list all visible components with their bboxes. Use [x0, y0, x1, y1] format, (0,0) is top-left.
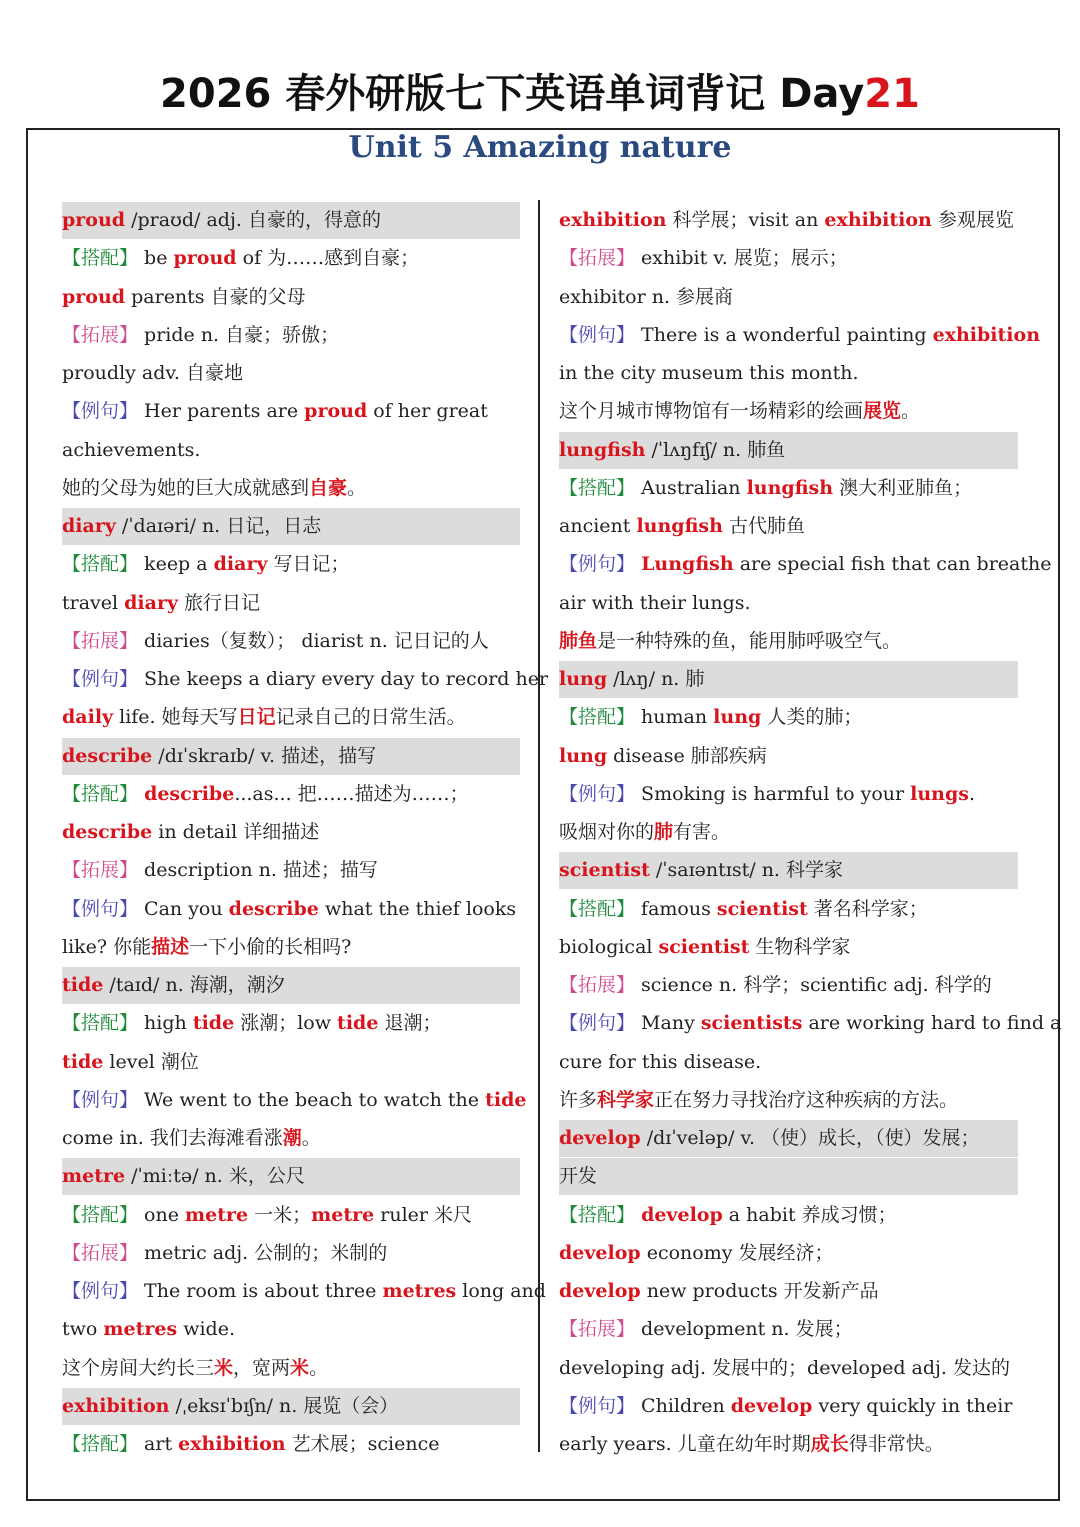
highlighted-word: 成长 — [810, 1433, 849, 1455]
highlighted-word: diary — [62, 515, 116, 537]
text-span: 涨潮；low — [234, 1012, 338, 1035]
entry-line-left-5 — [62, 393, 520, 430]
text-span: proudly adv. 自豪地 — [62, 362, 243, 384]
text-span: air with their lungs. — [559, 591, 751, 614]
entry-line-right-27 — [559, 1235, 1018, 1272]
entry-line-left-24 — [62, 1120, 520, 1157]
text-span: exhibitor n. 参展商 — [559, 285, 734, 308]
text-span: /dɪˈveləp/ v. （使）成长，（使）发展； — [640, 1127, 980, 1149]
entry-line-left-21 — [62, 1005, 520, 1042]
text-span: in the city museum this month. — [559, 362, 859, 384]
headword-line-right-25 — [559, 1158, 1018, 1195]
headword-line-left-25 — [62, 1158, 520, 1195]
highlighted-word: 自豪 — [309, 476, 348, 499]
highlighted-word: describe — [144, 782, 235, 805]
text-span: 正在努力寻找治疗这种疾病的方法。 — [654, 1088, 959, 1111]
text-span: Children — [635, 1394, 731, 1417]
highlighted-word: tide — [485, 1088, 527, 1111]
entry-line-right-5 — [559, 393, 1018, 430]
highlighted-word: describe — [228, 897, 319, 920]
highlighted-word: metres — [103, 1318, 178, 1341]
text-span: We went to the beach to watch the — [138, 1088, 486, 1111]
entry-line-right-18 — [559, 891, 1018, 928]
entry-line-right-23 — [559, 1082, 1018, 1119]
entry-line-right-30 — [559, 1350, 1018, 1387]
entry-line-left-4 — [62, 355, 520, 392]
highlighted-word: develop — [559, 1241, 641, 1264]
highlighted-word: exhibition — [178, 1433, 286, 1455]
tag-collocation: 【搭配】 — [559, 706, 636, 729]
tag-extension: 【拓展】 — [62, 1241, 139, 1264]
entry-line-right-16 — [559, 814, 1018, 851]
entry-line-right-20 — [559, 967, 1018, 1004]
entry-line-left-26 — [62, 1197, 520, 1234]
entry-line-left-6 — [62, 432, 520, 469]
entry-line-left-28 — [62, 1273, 546, 1310]
highlighted-word: 米 — [290, 1356, 310, 1379]
tag-example: 【例句】 — [559, 1012, 636, 1035]
headword-line-left-0 — [62, 202, 520, 239]
text-span: Australian — [635, 476, 747, 499]
entry-line-right-3 — [559, 317, 1041, 354]
entry-line-left-13 — [62, 699, 520, 736]
text-span: Her parents are — [138, 400, 305, 423]
text-span: /praʊd/ adj. 自豪的，得意的 — [125, 209, 381, 231]
highlighted-word: develop — [559, 1127, 641, 1149]
text-span: 澳大利亚肺鱼； — [833, 476, 973, 499]
tag-example: 【例句】 — [62, 668, 139, 690]
text-span: Many — [635, 1012, 701, 1035]
entry-line-left-23 — [62, 1082, 527, 1119]
highlighted-word: lungfish — [746, 476, 834, 499]
text-span: 。 — [309, 1356, 329, 1379]
entry-line-right-32 — [559, 1426, 1018, 1463]
highlighted-word: lung — [559, 668, 608, 690]
headword-line-left-20 — [62, 967, 520, 1004]
entry-line-left-18 — [62, 891, 520, 928]
tag-collocation: 【搭配】 — [62, 553, 139, 576]
highlighted-word: scientist — [658, 935, 750, 958]
text-span: 。 — [901, 400, 921, 423]
text-span: are special fish that can breathe — [733, 553, 1052, 576]
text-span: 。 — [347, 476, 367, 499]
text-span: /dɪˈskraɪb/ v. 描述，描写 — [152, 744, 377, 767]
title-day-number: 21 — [864, 71, 920, 117]
text-span: Smoking is harmful to your — [635, 782, 911, 805]
text-span: art — [138, 1433, 179, 1455]
tag-example: 【例句】 — [559, 782, 636, 805]
entry-line-right-21 — [559, 1005, 1062, 1042]
text-span: early years. 儿童在幼年时期 — [559, 1433, 811, 1455]
text-span: new products 开发新产品 — [640, 1280, 879, 1302]
text-span: of 为……感到自豪； — [236, 247, 420, 270]
text-span: 古代肺鱼 — [722, 515, 805, 537]
highlighted-word: 米 — [214, 1356, 234, 1379]
highlighted-word: 肺鱼 — [559, 629, 598, 652]
text-span: She keeps a diary every day to record her — [138, 668, 549, 690]
highlighted-word: exhibition — [932, 323, 1041, 346]
tag-collocation: 【搭配】 — [559, 897, 636, 920]
text-span: 这个月城市博物馆有一场精彩的绘画 — [559, 400, 864, 423]
entry-line-left-9 — [62, 546, 520, 583]
highlighted-word: develop — [641, 1203, 723, 1226]
tag-collocation: 【搭配】 — [62, 782, 139, 805]
highlighted-word: tide — [62, 974, 104, 996]
highlighted-word: tide — [192, 1012, 235, 1035]
text-span: disease 肺部疾病 — [607, 744, 767, 767]
entry-line-left-30 — [62, 1350, 520, 1387]
highlighted-word: 日记 — [237, 706, 276, 729]
text-span: /ˈlʌŋfɪʃ/ n. 肺鱼 — [645, 438, 786, 461]
text-span: 得非常快。 — [848, 1433, 944, 1455]
tag-example: 【例句】 — [559, 323, 636, 346]
tag-collocation: 【搭配】 — [62, 247, 139, 270]
highlighted-word: proud — [62, 209, 126, 231]
highlighted-word: exhibition — [559, 209, 667, 231]
highlighted-word: 展览 — [863, 400, 902, 423]
highlighted-word: scientist — [559, 859, 650, 882]
text-span: metric adj. 公制的；米制的 — [138, 1241, 388, 1264]
text-span: 吸烟对你的 — [559, 821, 655, 843]
headword-line-left-31 — [62, 1388, 520, 1425]
text-span: 许多 — [559, 1088, 598, 1111]
entry-line-right-11 — [559, 623, 1018, 660]
text-span: 著名科学家； — [807, 897, 928, 920]
highlighted-word: scientist — [716, 897, 808, 920]
text-span: two — [62, 1318, 104, 1341]
text-span: one — [138, 1203, 186, 1226]
entry-line-left-11 — [62, 623, 520, 660]
text-span: 一下小偷的长相吗? — [189, 935, 352, 958]
headword-line-left-8 — [62, 508, 520, 545]
text-span: cure for this disease. — [559, 1050, 762, 1073]
text-span: a habit 养成习惯； — [722, 1203, 897, 1226]
highlighted-word: metre — [185, 1203, 249, 1226]
tag-collocation: 【搭配】 — [62, 1433, 139, 1455]
text-span: developing adj. 发展中的；developed adj. 发达的 — [559, 1356, 1011, 1379]
text-span: travel — [62, 591, 125, 614]
tag-collocation: 【搭配】 — [559, 1203, 636, 1226]
text-span: 。 — [301, 1127, 321, 1149]
text-span: ancient — [559, 515, 637, 537]
entry-line-left-16 — [62, 814, 520, 851]
text-span: very quickly in their — [812, 1394, 1013, 1417]
text-span: level 潮位 — [103, 1050, 199, 1073]
entry-line-left-3 — [62, 317, 520, 354]
entry-line-left-12 — [62, 661, 549, 698]
entry-line-left-22 — [62, 1044, 520, 1081]
highlighted-word: lungs — [910, 782, 969, 805]
text-span: science n. 科学；scientific adj. 科学的 — [635, 974, 992, 996]
tag-collocation: 【搭配】 — [62, 1012, 139, 1035]
text-span: /ˈdaɪəri/ n. 日记，日志 — [115, 515, 322, 537]
text-span: 艺术展；science — [285, 1433, 440, 1455]
entry-line-left-19 — [62, 929, 520, 966]
text-span: /taɪd/ n. 海潮，潮汐 — [103, 974, 285, 996]
page-title — [0, 62, 1080, 119]
text-span: in detail 详细描述 — [152, 821, 320, 843]
entry-line-right-13 — [559, 699, 1018, 736]
entry-line-right-1 — [559, 240, 1018, 277]
text-span: come in. 我们去海滩看涨 — [62, 1127, 283, 1149]
text-span: 她的父母为她的巨大成就感到 — [62, 476, 310, 499]
text-span: like? 你能 — [62, 935, 152, 958]
text-span: what the thief looks — [318, 897, 517, 920]
highlighted-word: metres — [382, 1280, 457, 1302]
text-span: ...as... 把……描述为……； — [234, 782, 469, 805]
highlighted-word: lungfish — [559, 438, 646, 461]
text-span: biological — [559, 935, 659, 958]
text-span: of her great — [367, 400, 488, 423]
headword-line-right-12 — [559, 661, 1018, 698]
text-span: /lʌŋ/ n. 肺 — [607, 668, 705, 690]
text-span: 写日记； — [267, 553, 350, 576]
tag-example: 【例句】 — [62, 400, 139, 423]
highlighted-word: metre — [62, 1165, 126, 1188]
text-span: Can you — [138, 897, 229, 920]
title-prefix: 2026 春外研版七下英语单词背记 Day — [160, 71, 865, 117]
highlighted-word: describe — [62, 744, 153, 767]
entry-line-right-4 — [559, 355, 1018, 392]
highlighted-word: tide — [62, 1050, 104, 1073]
highlighted-word: describe — [62, 821, 153, 843]
text-span: achievements. — [62, 438, 201, 461]
text-span: are working hard to find a — [802, 1012, 1062, 1035]
text-span: parents 自豪的父母 — [125, 285, 306, 308]
text-span: pride n. 自豪；骄傲； — [138, 323, 340, 346]
entry-line-left-2 — [62, 279, 520, 316]
tag-example: 【例句】 — [62, 1088, 139, 1111]
highlighted-word: develop — [730, 1394, 813, 1417]
entry-line-right-2 — [559, 279, 1018, 316]
text-span: There is a wonderful painting — [635, 323, 933, 346]
entry-line-right-10 — [559, 585, 1018, 622]
entry-line-left-17 — [62, 852, 520, 889]
highlighted-word: scientists — [700, 1012, 803, 1035]
text-span: life. 她每天写 — [113, 706, 238, 729]
headword-line-right-6 — [559, 432, 1018, 469]
text-span: diaries（复数）； diarist n. 记日记的人 — [138, 629, 489, 652]
text-span: 一米； — [248, 1203, 312, 1226]
entry-line-left-15 — [62, 776, 520, 813]
text-span: famous — [635, 897, 717, 920]
highlighted-word: diary — [124, 591, 179, 614]
text-span: 有害。 — [673, 821, 731, 843]
highlighted-word: lung — [559, 744, 608, 767]
entry-line-right-31 — [559, 1388, 1018, 1425]
highlighted-word: proud — [304, 400, 368, 423]
highlighted-word: 科学家 — [597, 1088, 655, 1111]
text-span: 科学展；visit an — [666, 209, 825, 231]
text-span: 退潮； — [378, 1012, 442, 1035]
entry-line-left-1 — [62, 240, 520, 277]
tag-example: 【例句】 — [62, 897, 139, 920]
entry-line-right-7 — [559, 470, 1018, 507]
text-span: 生物科学家 — [749, 935, 851, 958]
headword-line-left-14 — [62, 738, 520, 775]
highlighted-word: 描述 — [151, 935, 190, 958]
highlighted-word: tide — [337, 1012, 379, 1035]
text-span: exhibit v. 展览；展示； — [635, 247, 848, 270]
highlighted-word: 潮 — [282, 1127, 302, 1149]
entry-line-right-19 — [559, 929, 1018, 966]
text-span: description n. 描述；描写 — [138, 859, 378, 882]
text-span: 这个房间大约长三 — [62, 1356, 215, 1379]
highlighted-word: 肺 — [654, 821, 674, 843]
text-span: keep a — [138, 553, 214, 576]
text-span: /ˈmiːtə/ n. 米，公尺 — [125, 1165, 305, 1188]
tag-extension: 【拓展】 — [559, 1318, 636, 1341]
headword-line-right-24 — [559, 1120, 1018, 1157]
text-span: /ˈsaɪəntɪst/ n. 科学家 — [649, 859, 844, 882]
highlighted-word: exhibition — [824, 209, 932, 231]
text-span: be — [138, 247, 174, 270]
entry-line-right-28 — [559, 1273, 1018, 1310]
entry-line-left-29 — [62, 1311, 520, 1348]
headword-line-right-17 — [559, 852, 1018, 889]
highlighted-word: daily — [62, 706, 114, 729]
text-span: high — [138, 1012, 193, 1035]
text-span: 参观展览 — [931, 209, 1014, 231]
tag-extension: 【拓展】 — [559, 247, 636, 270]
entry-line-right-29 — [559, 1311, 1018, 1348]
entry-line-left-7 — [62, 470, 520, 507]
tag-example: 【例句】 — [559, 553, 636, 576]
highlighted-word: lungfish — [636, 515, 723, 537]
text-span: economy 发展经济； — [640, 1241, 834, 1264]
entry-line-right-22 — [559, 1044, 1018, 1081]
entry-line-right-26 — [559, 1197, 1018, 1234]
text-span: The room is about three — [138, 1280, 383, 1302]
tag-extension: 【拓展】 — [62, 859, 139, 882]
highlighted-word: proud — [173, 247, 237, 270]
highlighted-word: metre — [311, 1203, 375, 1226]
text-span: 人类的肺； — [761, 706, 863, 729]
highlighted-word: exhibition — [62, 1394, 170, 1417]
entry-line-left-27 — [62, 1235, 520, 1272]
highlighted-word: develop — [559, 1280, 641, 1302]
text-span: development n. 发展； — [635, 1318, 853, 1341]
entry-line-left-32 — [62, 1426, 520, 1463]
tag-extension: 【拓展】 — [559, 974, 636, 996]
tag-extension: 【拓展】 — [62, 323, 139, 346]
unit-title: Unit 5 Amazing nature — [348, 130, 732, 165]
text-span: /ˌeksɪˈbɪʃn/ n. 展览（会） — [169, 1394, 399, 1417]
text-span: wide. — [177, 1318, 235, 1341]
text-span: ruler 米尺 — [374, 1203, 473, 1226]
entry-line-right-8 — [559, 508, 1018, 545]
text-span: . — [968, 782, 975, 805]
tag-example: 【例句】 — [559, 1394, 636, 1417]
highlighted-word: diary — [213, 553, 268, 576]
tag-collocation: 【搭配】 — [559, 476, 636, 499]
highlighted-word: Lungfish — [641, 553, 734, 576]
tag-extension: 【拓展】 — [62, 629, 139, 652]
entry-line-right-14 — [559, 738, 1018, 775]
text-span: 是一种特殊的鱼，能用肺呼吸空气。 — [597, 629, 902, 652]
text-span: ，宽两 — [233, 1356, 291, 1379]
entry-line-right-15 — [559, 776, 1018, 813]
text-span: 旅行日记 — [178, 591, 261, 614]
text-span: human — [635, 706, 714, 729]
tag-collocation: 【搭配】 — [62, 1203, 139, 1226]
entry-line-left-10 — [62, 585, 520, 622]
entry-line-right-0 — [559, 202, 1018, 239]
text-span: 开发 — [559, 1165, 598, 1188]
entry-line-right-9 — [559, 546, 1052, 583]
highlighted-word: lung — [713, 706, 762, 729]
text-span: 记录自己的日常生活。 — [275, 706, 466, 729]
text-span: long and — [456, 1280, 546, 1302]
column-divider — [538, 200, 540, 1452]
tag-example: 【例句】 — [62, 1280, 139, 1302]
highlighted-word: proud — [62, 285, 126, 308]
